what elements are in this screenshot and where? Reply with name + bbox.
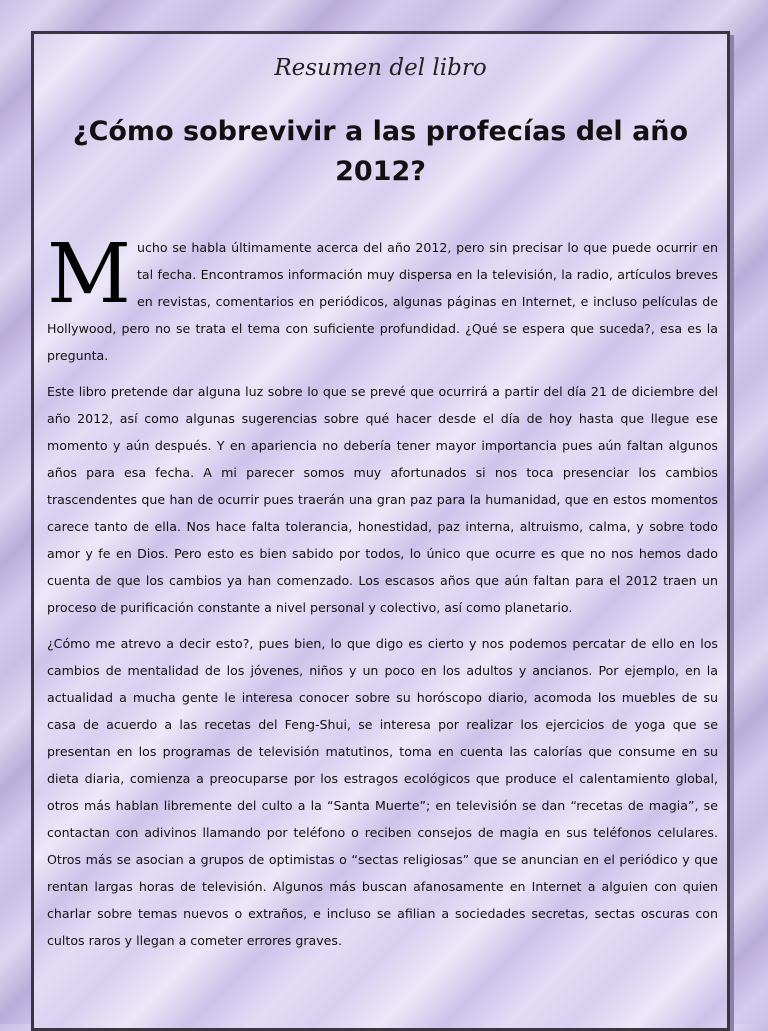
paragraph-1-text: ucho se habla últimamente acerca del año 2012, pero sin precisar lo que puede ocurrir en tal fecha. Encontramos información muy dispersa en la televisión, la radio, artículos breves en revistas, comentarios en periódicos, algunas páginas en Internet, e incluso películas de Hollywood, pero no se trata el tema con suficiente profundidad. ¿Qué se espera que suceda?, esa es la pregunta. (47, 240, 718, 363)
drop-cap: M (47, 227, 131, 322)
paragraph-2: Este libro pretende dar alguna luz sobre lo que se prevé que ocurrirá a partir del día 21 de diciembre del año 2012, así como algunas sugerencias sobre qué hacer desde el día de hoy hasta que llegue ese momento y aún después. Y en apariencia no debería tener mayor importancia pues aún faltan algunos años para esa fecha. A mi parecer somos muy afortunados si nos toca presenciar los cambios trascendentes que han de ocurrir pues traerán una gran paz para la humanidad, que en estos momentos carece tanto de ella. Nos hace falta tolerancia, honestidad, paz interna, altruismo, calma, y sobre todo amor y fe en Dios. Pero esto es bien sabido por todos, lo único que ocurre es que no nos hemos dado cuenta de que los cambios ya han comenzado. Los escasos años que aún faltan para el 2012 traen un proceso de purificación constante a nivel personal y colectivo, así como planetario. (47, 384, 718, 615)
paragraph-1 (47, 227, 718, 369)
paragraph-3: ¿Cómo me atrevo a decir esto?, pues bien, lo que digo es cierto y nos podemos percatar de ello en los cambios de mentalidad de los jóvenes, niños y un poco en los adultos y ancianos. Por ejemplo, en la actualidad a mucha gente le interesa conocer sobre su horóscopo diario, acomoda los muebles de su casa de acuerdo a las recetas del Feng-Shui, se interesa por realizar los ejercicios de yoga que se presentan en los programas de televisión matutinos, toma en cuenta las calorías que consume en su dieta diaria, comienza a preocuparse por los estragos ecológicos que produce el calentamiento global, otros más hablan libremente del culto a la “Santa Muerte”; en televisión se dan “recetas de magia”, se contactan con adivinos llamando por teléfono o reciben consejos de magia en sus teléfonos celulares. Otros más se asocian a grupos de optimistas o “sectas religiosas” que se anuncian en el periódico y que rentan largas horas de televisión. Algunos más buscan afanosamente en Internet a alguien con quien charlar sobre temas nuevos o extraños, e incluso se afilian a sociedades secretas, sectas oscuras con cultos raros y llegan a cometer errores graves. (47, 636, 718, 948)
document-body (47, 227, 718, 963)
document-page (31, 31, 730, 1031)
page-title: ¿Cómo sobrevivir a las profecías del año 2012? (72, 116, 689, 187)
header-label: Resumen del libro (274, 55, 487, 81)
